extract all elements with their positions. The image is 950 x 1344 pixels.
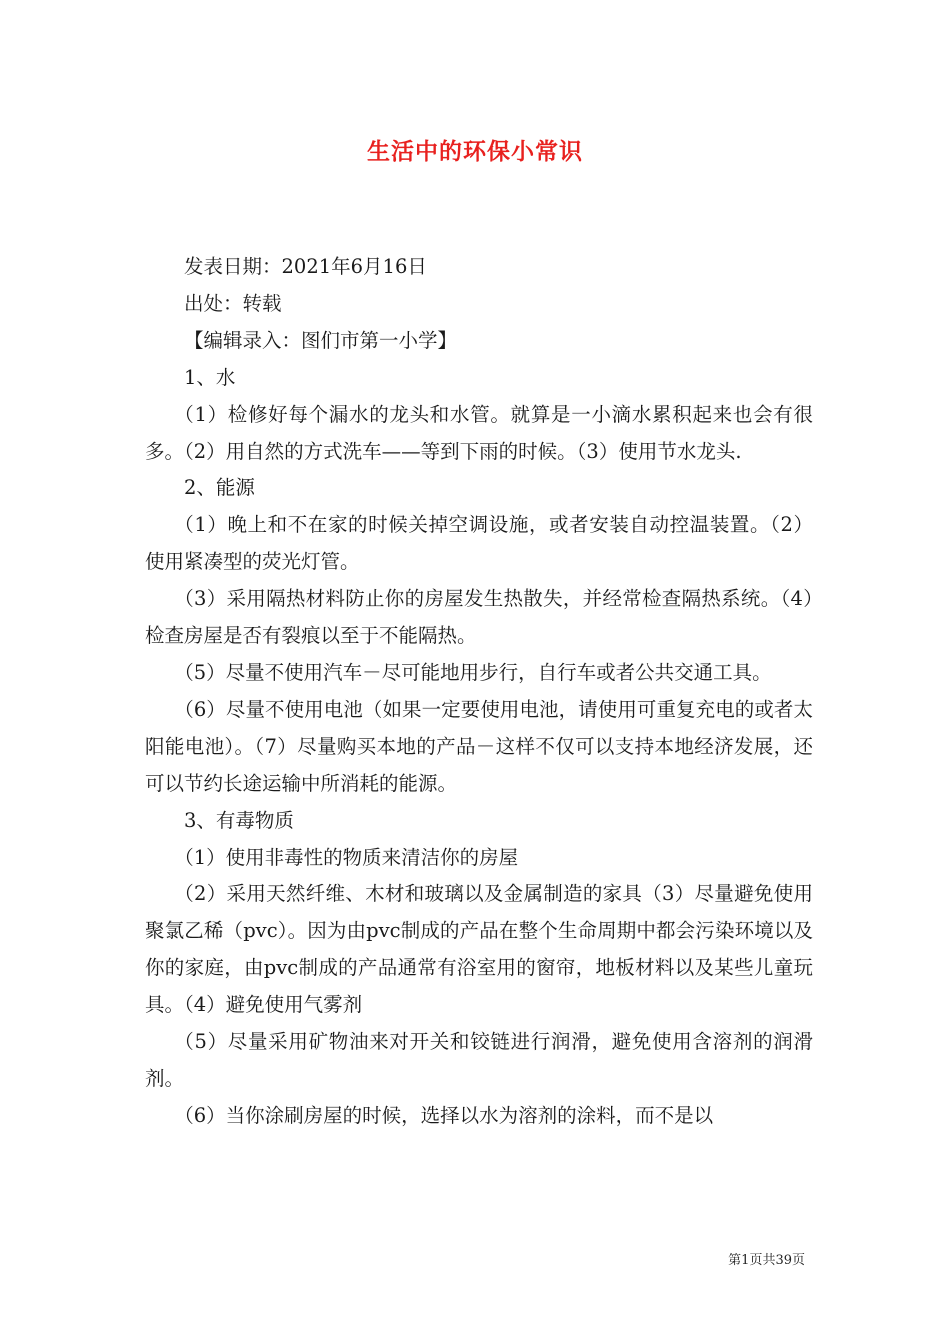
source-line: 出处：转载 <box>184 291 282 315</box>
section-heading-toxic: 3、有毒物质 <box>184 808 294 832</box>
paragraph: （1）使用非毒性的物质来清洁你的房屋 <box>174 845 519 869</box>
paragraph: （5）尽量不使用汽车－尽可能地用步行，自行车或者公共交通工具。 <box>174 660 772 684</box>
document-body <box>145 249 813 1135</box>
paragraph: （5）尽量采用矿物油来对开关和铰链进行润滑，避免使用含溶剂的润滑剂。 <box>145 1030 813 1090</box>
editor-line: 【编辑录入：图们市第一小学】 <box>184 328 458 352</box>
page-number: 第1页共39页 <box>728 1253 805 1268</box>
paragraph: （1）晚上和不在家的时候关掉空调设施，或者安装自动控温装置。（2）使用紧凑型的荧光灯管。 <box>145 513 813 574</box>
paragraph: （3）采用隔热材料防止你的房屋发生热散失，并经常检查隔热系统。（4）检查房屋是否有裂痕以至于不能隔热。 <box>145 587 813 648</box>
paragraph: （6）尽量不使用电池（如果一定要使用电池，请使用可重复充电的或者太阳能电池）。（7）尽量购买本地的产品－这样不仅可以支持本地经济发展，还可以节约长途运输中所消耗的能源。 <box>145 697 813 795</box>
publish-date: 发表日期：2021年6月16日 <box>184 255 427 278</box>
paragraph: （1）检修好每个漏水的龙头和水管。就算是一小滴水累积起来也会有很多。（2）用自然的方式洗车——等到下雨的时候。（3）使用节水龙头. <box>145 402 813 463</box>
section-heading-energy: 2、能源 <box>184 476 255 500</box>
paragraph: （2）采用天然纤维、木材和玻璃以及金属制造的家具（3）尽量避免使用聚氯乙稀（pvc）。因为由pvc制成的产品在整个生命周期中都会污染环境以及你的家庭，由pvc制成的产品通常有浴室用的窗帘，地板材料以及某些儿童玩具。（4）避免使用气雾剂 <box>145 882 813 1017</box>
section-heading-water: 1、水 <box>184 365 236 389</box>
document-title: 生活中的环保小常识 <box>367 138 583 165</box>
paragraph: （6）当你涂刷房屋的时候，选择以水为溶剂的涂料，而不是以 <box>174 1103 714 1127</box>
